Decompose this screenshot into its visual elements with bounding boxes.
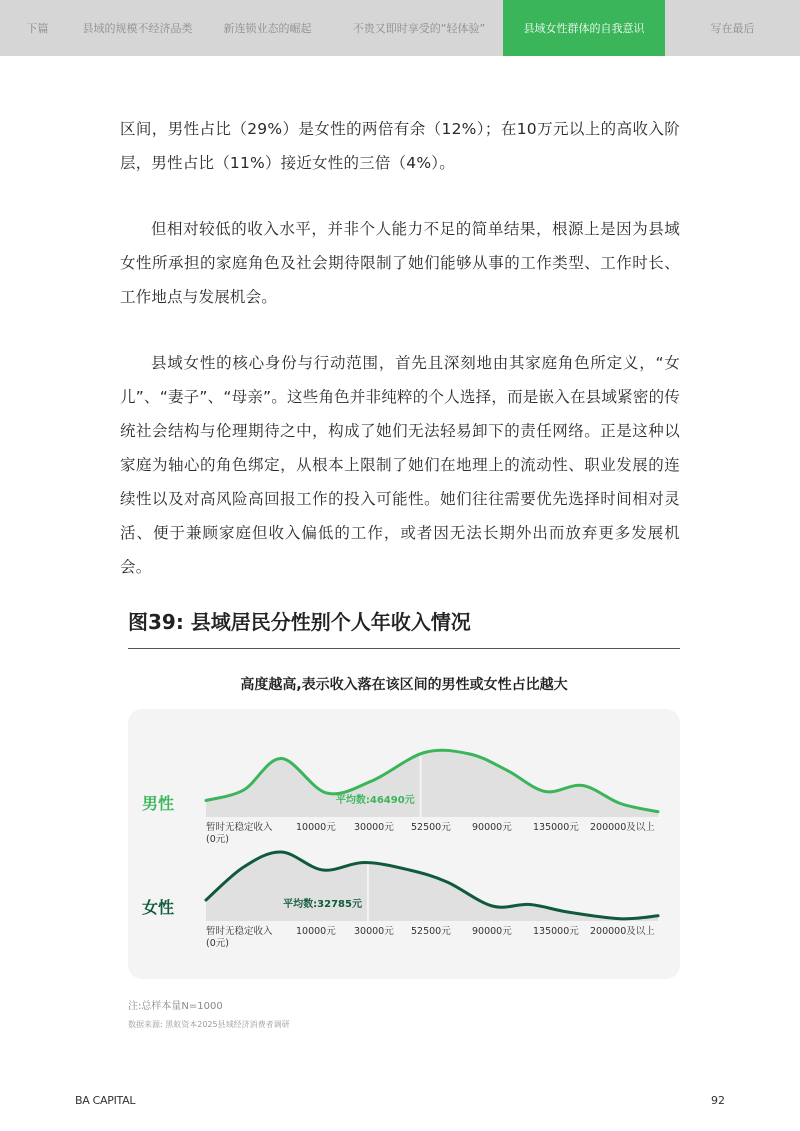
series-label: 女性 (142, 898, 175, 917)
x-tick-label: 暂时无稳定收入 (206, 822, 273, 833)
series-label: 男性 (142, 794, 175, 813)
x-tick-label: 10000元 (296, 926, 336, 937)
body-paragraph: 县域女性的核心身份与行动范围，首先且深刻地由其家庭角色所定义，“女儿”、“妻子”、“母亲”。这些角色并非纯粹的个人选择，而是嵌入在县域紧密的传统社会结构与伦理期待之中，构成了她们无法轻易卸下的责任网络。正是这种以家庭为轴心的角色绑定，从根本上限制了她们在地理上的流动性、职业发展的连续性以及对高风险高回报工作的投入可能性。她们往往需要优先选择时间相对灵活、便于兼顾家庭但收入偏低的工作，或者因无法长期外出而放弃更多发展机会。 (120, 354, 680, 576)
x-tick-label: 200000及以上 (590, 926, 655, 937)
mean-label: 平均数:32785元 (283, 899, 362, 910)
x-tick-label: 52500元 (411, 822, 451, 833)
nav-tab-light-experience[interactable]: 不贵又即时享受的“轻体验” (352, 22, 486, 35)
data-source: 数据来源: 黑蚁资本2025县域经济消费者调研 (128, 1020, 290, 1029)
nav-tab-part2[interactable]: 下篇 (26, 22, 49, 35)
x-tick-label: 52500元 (411, 926, 451, 937)
x-tick-label: 135000元 (533, 822, 579, 833)
x-tick-label: 10000元 (296, 822, 336, 833)
chart-card (128, 709, 680, 979)
x-tick-label: 30000元 (354, 926, 394, 937)
nav-tab-new-chains[interactable]: 新连锁业态的崛起 (223, 22, 312, 35)
x-tick-label: 90000元 (472, 926, 512, 937)
nav-tab-female-awareness[interactable]: 县域女性群体的自我意识 (503, 0, 665, 56)
nav-tab-epilogue[interactable]: 写在最后 (710, 22, 755, 35)
x-tick-label: 135000元 (533, 926, 579, 937)
x-tick-label: 90000元 (472, 822, 512, 833)
body-paragraph: 区间，男性占比（29%）是女性的两倍有余（12%）；在10万元以上的高收入阶层，男性占比（11%）接近女性的三倍（4%）。 (120, 120, 680, 172)
sample-note: 注:总样本量N=1000 (128, 1001, 223, 1012)
chart-title: 高度越高,表示收入落在该区间的男性或女性占比越大 (240, 677, 568, 693)
nav-tab-scale-diseconomy[interactable]: 县域的规模不经济品类 (82, 22, 193, 35)
footer-brand: BA CAPITAL (75, 1094, 136, 1107)
title-divider (128, 648, 680, 649)
x-tick-label: (0元) (206, 834, 229, 845)
x-tick-label: 30000元 (354, 822, 394, 833)
x-tick-label: (0元) (206, 938, 229, 949)
x-tick-label: 暂时无稳定收入 (206, 926, 273, 937)
income-distribution-chart (128, 709, 680, 979)
series-area-1 (206, 852, 658, 921)
x-tick-label: 200000及以上 (590, 822, 655, 833)
mean-label: 平均数:46490元 (335, 795, 415, 806)
section-nav (0, 0, 800, 56)
page-number: 92 (711, 1094, 725, 1107)
figure-title: 图39: 县域居民分性别个人年收入情况 (128, 610, 471, 634)
body-paragraph: 但相对较低的收入水平，并非个人能力不足的简单结果，根源上是因为县域女性所承担的家庭角色及社会期待限制了她们能够从事的工作类型、工作时长、工作地点与发展机会。 (120, 220, 680, 306)
